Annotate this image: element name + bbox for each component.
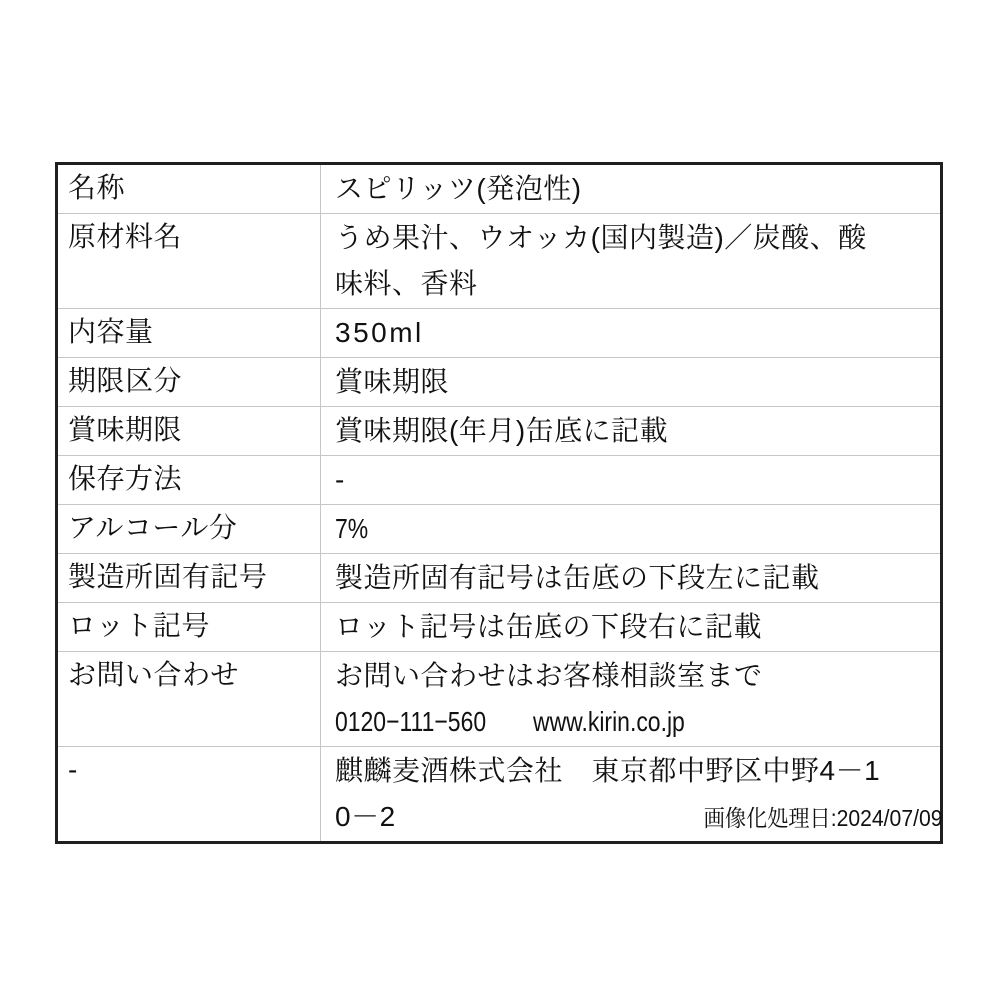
row-contact — [58, 651, 940, 746]
contact-phone: 0120−111−560 — [335, 706, 487, 737]
row-name-label: 名称 — [58, 165, 321, 213]
row-storage-label: 保存方法 — [58, 456, 321, 504]
row-alcohol-label: アルコール分 — [58, 505, 321, 553]
row-lot-code — [58, 602, 940, 651]
row-storage-value: - — [335, 464, 345, 495]
row-ingredients-label: 原材料名 — [58, 214, 321, 308]
product-spec-table — [55, 162, 943, 844]
row-alcohol-value — [321, 505, 940, 553]
alcohol-percent: 7% — [335, 513, 369, 544]
row-ingredients-value: うめ果汁、ウオッカ(国内製造)／炭酸、酸味料、香料 — [335, 222, 867, 299]
row-expiry-type-value: 賞味期限 — [335, 366, 450, 397]
row-best-before-label: 賞味期限 — [58, 407, 321, 455]
row-volume-label: 内容量 — [58, 309, 321, 357]
contact-text: お問い合わせはお客様相談室まで — [335, 660, 763, 691]
row-factory-code-value: 製造所固有記号は缶底の下段左に記載 — [335, 562, 820, 593]
row-manufacturer-value: 麒麟麦酒株式会社 東京都中野区中野4－10－2 — [335, 755, 881, 832]
row-contact-label: お問い合わせ — [58, 652, 321, 746]
row-ingredients — [58, 213, 940, 308]
row-name — [58, 165, 940, 213]
image-processed-date — [55, 804, 943, 832]
row-expiry-type — [58, 357, 940, 406]
image-processed-date-text: 画像化処理日:2024/07/09 — [704, 805, 943, 831]
row-alcohol — [58, 504, 940, 553]
row-contact-value — [321, 652, 940, 746]
row-storage — [58, 455, 940, 504]
row-volume — [58, 308, 940, 357]
row-lot-code-value: ロット記号は缶底の下段右に記載 — [335, 611, 762, 642]
row-volume-value: 350ml — [335, 317, 424, 348]
row-best-before — [58, 406, 940, 455]
row-best-before-value: 賞味期限(年月)缶底に記載 — [335, 415, 669, 446]
contact-url: www.kirin.co.jp — [533, 706, 686, 737]
row-expiry-type-label: 期限区分 — [58, 358, 321, 406]
row-manufacturer-label: - — [58, 747, 321, 841]
row-lot-code-label: ロット記号 — [58, 603, 321, 651]
row-name-value: スピリッツ(発泡性) — [335, 173, 582, 204]
row-factory-code — [58, 553, 940, 602]
row-factory-code-label: 製造所固有記号 — [58, 554, 321, 602]
